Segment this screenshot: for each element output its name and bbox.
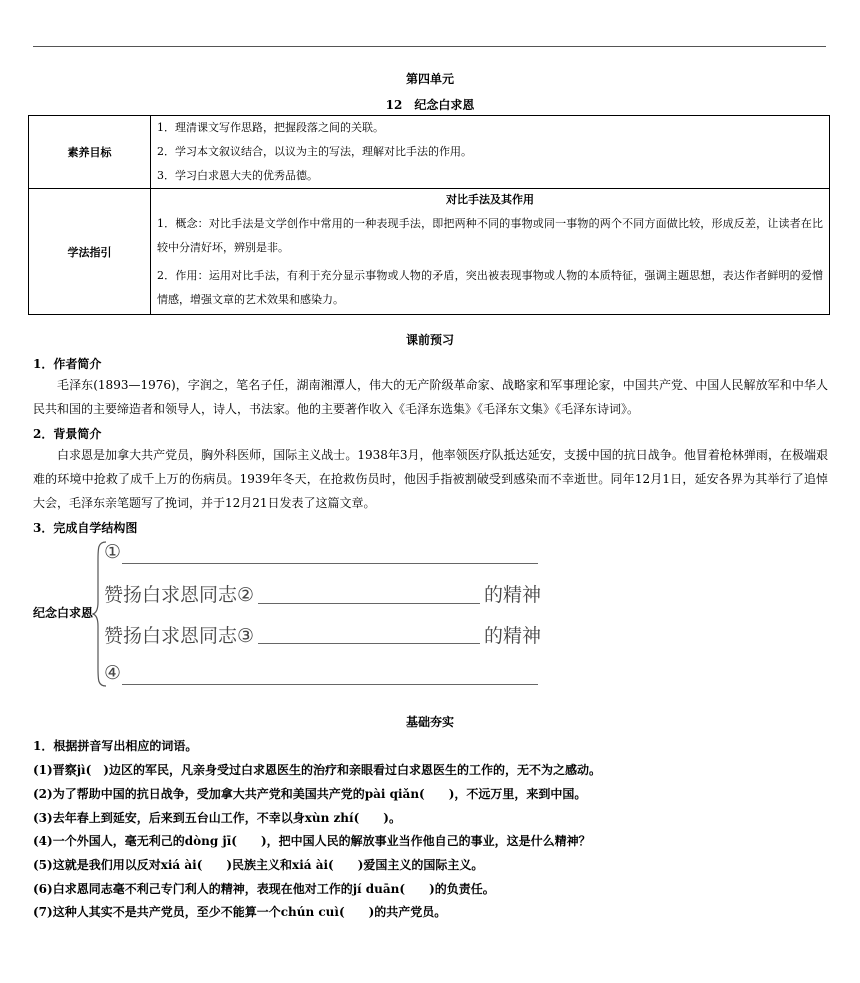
structure-item-4: ④ [104, 662, 122, 684]
structure-blank-2 [258, 603, 480, 604]
header-rule [33, 46, 826, 47]
structure-blank-4 [122, 684, 538, 685]
method-effect: 2．作用：运用对比手法，有利于充分显示事物或人物的矛盾，突出被表现事物或人物的本质特征，强调主题思想，表达作者鲜明的爱憎情感，增强文章的艺术效果和感染力。 [157, 269, 823, 306]
goal-table [28, 115, 830, 315]
structure-blank-3 [258, 643, 480, 644]
goal-line: 2．学习本文叙议结合，以议为主的写法，理解对比手法的作用。 [157, 145, 472, 158]
question-item: (3)去年春上到延安，后来到五台山工作，不幸以身xùn zhí( )。 [33, 811, 401, 825]
background-heading: 2．背景简介 [33, 427, 102, 441]
method-concept: 1．概念：对比手法是文学创作中常用的一种表现手法，即把两种不同的事物或同一事物的两个不同方面做比较，形成反差，让读者在比较中分清好坏，辨别是非。 [157, 217, 823, 254]
goal-label-literacy: 素养目标 [29, 116, 151, 189]
goal-line: 3．学习白求恩大夫的优秀品德。 [157, 169, 318, 182]
structure-root-label: 纪念白求恩 [33, 606, 94, 620]
background-text: 白求恩是加拿大共产党员，胸外科医师，国际主义战士。1938年3月，他率领医疗队抵达延安，支援中国的抗日战争。他冒着枪林弹雨，在极端艰难的环境中抢救了成千上万的伤病员。1939年冬天，在抢救伤员时，他因手指被割破受到感染而不幸逝世。同年12月1日，延安各界为其举行了追悼大会，毛泽东亲笔题写了挽词，并于12月21日发表了这篇文章。 [33, 448, 828, 510]
question-item: (7)这种人其实不是共产党员，至少不能算一个chún cuì( )的共产党员。 [33, 905, 447, 919]
question-item: (2)为了帮助中国的抗日战争，受加拿大共产党和美国共产党的pài qiǎn( )，不远万里，来到中国。 [33, 787, 587, 801]
author-text: 毛泽东(1893—1976)，字润之，笔名子任，湖南湘潭人，伟大的无产阶级革命家、战略家和军事理论家，中国共产党、中国人民解放军和中华人民共和国的主要缔造者和领导人，诗人，书法家。他的主要著作收入《毛泽东选集》《毛泽东文集》《毛泽东诗词》。 [33, 378, 828, 416]
structure-item-2-prefix: 赞扬白求恩同志② [104, 584, 255, 606]
goal-row-literacy [29, 116, 830, 189]
basics-heading: 基础夯实 [405, 715, 454, 729]
method-title: 对比手法及其作用 [446, 193, 534, 206]
structure-item-2-suffix: 的精神 [484, 584, 542, 606]
goal-line: 1．理清课文写作思路，把握段落之间的关联。 [157, 121, 384, 134]
question-item: (4)一个外国人，毫无利己的dòng jī( )，把中国人民的解放事业当作他自己的事业，这是什么精神？ [33, 834, 591, 848]
lesson-title: 12 纪念白求恩 [385, 98, 475, 112]
goal-row-method [29, 189, 830, 315]
author-heading: 1．作者简介 [33, 357, 102, 371]
structure-blank-1 [122, 563, 538, 564]
goal-content-literacy [151, 116, 830, 189]
structure-item-3-suffix: 的精神 [484, 625, 542, 647]
structure-heading: 3．完成自学结构图 [33, 521, 138, 535]
goal-label-method: 学法指引 [29, 189, 151, 315]
unit-title: 第四单元 [405, 72, 454, 86]
preview-heading: 课前预习 [405, 333, 454, 347]
goal-content-method [151, 189, 830, 315]
structure-item-1: ① [104, 541, 122, 563]
question-item: (6)白求恩同志毫不利己专门利人的精神，表现在他对工作的jí duān( )的负责任。 [33, 882, 495, 896]
question-item: (5)这就是我们用以反对xiá ài( )民族主义和xiá ài( )爱国主义的国际主义。 [33, 858, 484, 872]
question-1-heading: 1．根据拼音写出相应的词语。 [33, 739, 198, 753]
structure-item-3-prefix: 赞扬白求恩同志③ [104, 625, 255, 647]
question-item: (1)晋察jì( )边区的军民，凡亲身受过白求恩医生的治疗和亲眼看过白求恩医生的工作的，无不为之感动。 [33, 763, 601, 777]
